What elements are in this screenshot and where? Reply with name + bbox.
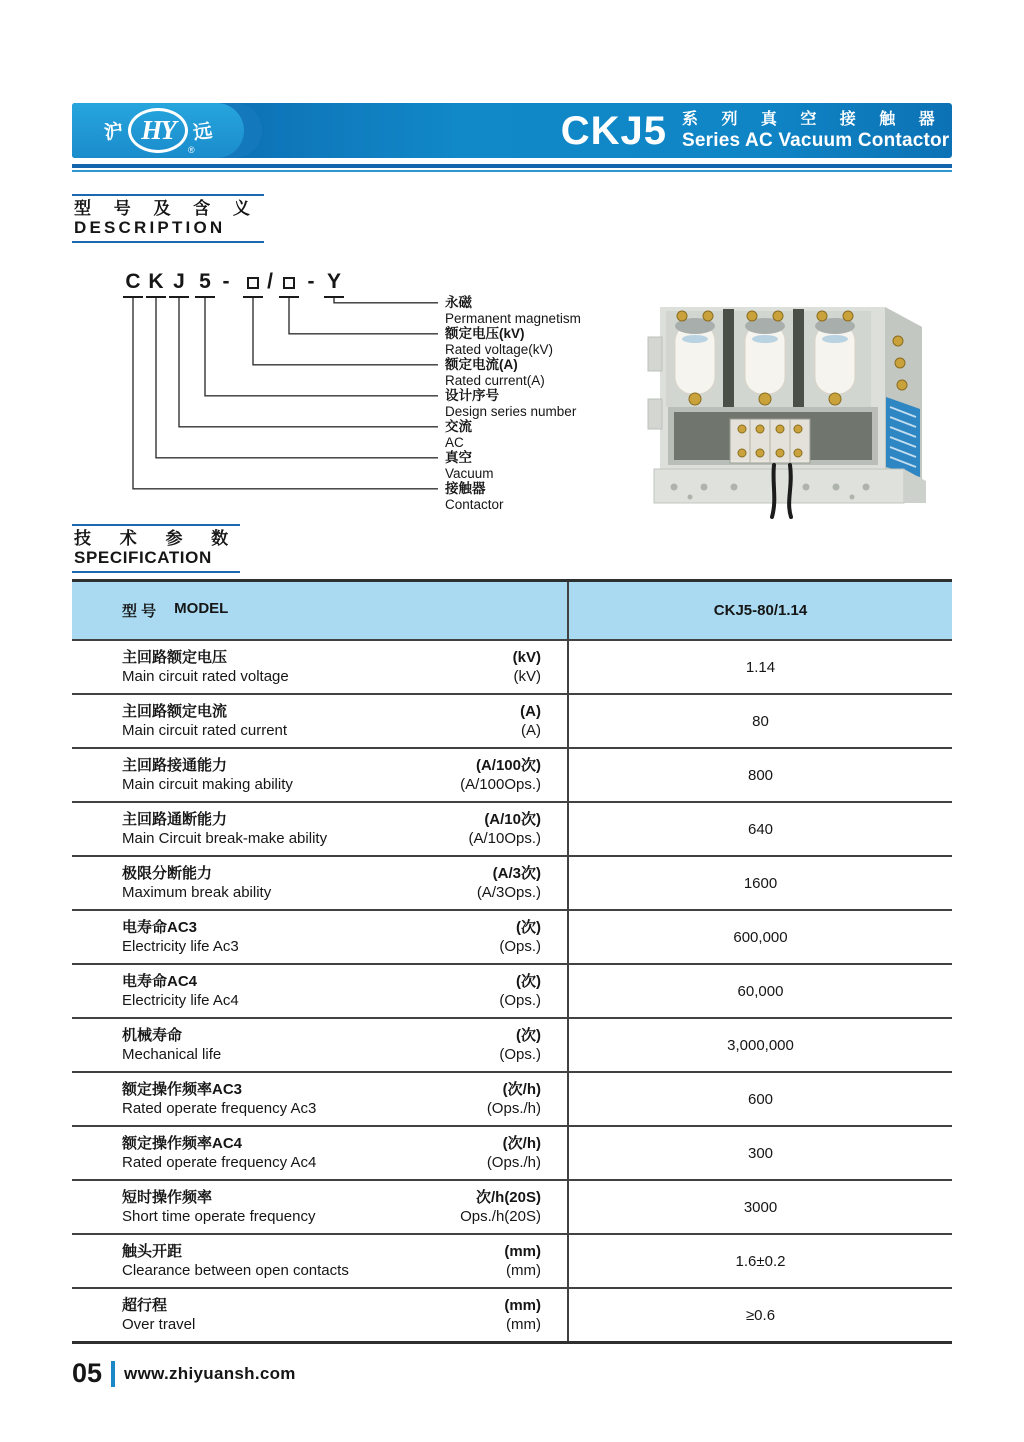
param-value: 600,000 <box>733 928 788 946</box>
meaning-label-zh: 接触器 <box>445 481 486 496</box>
unit-en: (Ops.) <box>499 1046 541 1063</box>
param-en: Rated operate frequency Ac3 <box>122 1100 317 1117</box>
table-row <box>72 909 952 963</box>
param-en: Maximum break ability <box>122 884 272 901</box>
logo-right-char: 远 <box>191 120 214 145</box>
param-zh: 主回路通断能力 <box>122 811 228 828</box>
page-number: 05 <box>72 1358 103 1388</box>
param-value: 1600 <box>743 874 778 892</box>
table-row <box>72 963 952 1017</box>
meaning-label <box>445 419 581 450</box>
brand-logo <box>72 103 244 158</box>
page-footer <box>72 1360 952 1387</box>
header-rules <box>72 164 952 172</box>
model-meaning-diagram <box>72 265 952 517</box>
unit-en: (A/100Ops.) <box>460 776 541 793</box>
param-value: 3000 <box>743 1198 778 1216</box>
table-row <box>72 801 952 855</box>
meaning-label <box>445 295 581 326</box>
unit-zh: (次) <box>516 1027 541 1044</box>
model-char-slash: / <box>267 270 273 293</box>
unit-en: (A/10Ops.) <box>468 830 541 847</box>
header-param-cell <box>72 582 569 639</box>
param-value: 300 <box>747 1144 774 1162</box>
meaning-label <box>445 388 581 419</box>
param-zh: 电寿命AC4 <box>122 973 198 990</box>
meaning-label-zh: 设计序号 <box>445 388 499 403</box>
param-value: 60,000 <box>737 982 784 1000</box>
registered-trademark-icon: ® <box>188 145 195 155</box>
param-zh: 机械寿命 <box>122 1027 183 1044</box>
specification-table <box>72 579 952 1344</box>
diagram-connector-lines <box>120 265 685 517</box>
header-rule-thick <box>72 164 952 168</box>
model-char-y: Y <box>324 269 344 298</box>
table-row <box>72 1287 952 1341</box>
description-section-heading <box>72 194 264 243</box>
param-en: Mechanical life <box>122 1046 222 1063</box>
unit-zh: (kV) <box>512 649 541 666</box>
model-char-c: C <box>123 269 143 298</box>
unit-en: Ops./h(20S) <box>460 1208 541 1225</box>
model-char-5: 5 <box>195 269 215 298</box>
footer-divider-bar <box>111 1361 115 1387</box>
model-char-k: K <box>146 269 166 298</box>
unit-en: (Ops.) <box>499 938 541 955</box>
meaning-label <box>445 326 581 357</box>
meaning-label-en: Design series number <box>445 403 577 419</box>
unit-zh: (A/3次) <box>492 865 541 882</box>
param-zh: 短时操作频率 <box>122 1189 213 1206</box>
product-model-title: CKJ5 <box>560 108 667 153</box>
param-value: 80 <box>752 712 769 730</box>
param-value: 3,000,000 <box>727 1036 794 1054</box>
param-value: 1.14 <box>745 658 776 676</box>
unit-en: (Ops./h) <box>486 1100 541 1117</box>
table-row <box>72 639 952 693</box>
param-zh: 额定操作频率AC3 <box>122 1081 243 1098</box>
unit-zh: (次/h) <box>502 1081 541 1098</box>
description-heading-zh: 型 号 及 含 义 <box>74 199 250 218</box>
table-header-row <box>72 582 952 639</box>
param-value: 1.6±0.2 <box>735 1252 786 1270</box>
specification-heading-zh: 技 术 参 数 <box>74 529 229 548</box>
unit-en: (kV) <box>513 668 541 685</box>
table-row <box>72 693 952 747</box>
model-label-zh: 型 号 <box>122 603 157 620</box>
param-value: 600 <box>747 1090 774 1108</box>
meaning-label-en: Rated current(A) <box>445 372 545 388</box>
meaning-label <box>445 450 581 481</box>
header-rule-thin <box>72 170 952 172</box>
unit-zh: 次/h(20S) <box>475 1189 541 1206</box>
series-title-zh: 系 列 真 空 接 触 器 <box>682 110 935 128</box>
param-en: Main Circuit break-make ability <box>122 830 328 847</box>
model-char-dash: - <box>222 270 230 293</box>
header-title-group <box>560 108 950 153</box>
unit-zh: (mm) <box>504 1243 541 1260</box>
param-en: Main circuit rated voltage <box>122 668 289 685</box>
series-title <box>682 110 950 151</box>
logo-left-char: 沪 <box>102 120 125 145</box>
specification-heading-en: SPECIFICATION <box>74 548 212 567</box>
unit-en: (Ops./h) <box>486 1154 541 1171</box>
series-title-en: Series AC Vacuum Contactor <box>682 129 950 151</box>
param-zh: 主回路额定电流 <box>122 703 228 720</box>
table-row <box>72 1017 952 1071</box>
unit-zh: (次/h) <box>502 1135 541 1152</box>
unit-en: (mm) <box>506 1316 541 1333</box>
param-en: Main circuit making ability <box>122 776 293 793</box>
specification-section-heading <box>72 524 240 573</box>
table-row <box>72 747 952 801</box>
param-value: 640 <box>747 820 774 838</box>
page-content <box>72 0 952 1387</box>
unit-zh: (A) <box>520 703 541 720</box>
meaning-label-en: Contactor <box>445 496 504 512</box>
param-value: ≥0.6 <box>745 1306 776 1324</box>
meaning-label-zh: 真空 <box>445 450 472 465</box>
meaning-label-en: Vacuum <box>445 465 494 481</box>
param-en: Short time operate frequency <box>122 1208 316 1225</box>
meaning-label-zh: 永磁 <box>445 295 472 310</box>
unit-en: (A) <box>521 722 541 739</box>
table-row <box>72 1233 952 1287</box>
unit-zh: (mm) <box>504 1297 541 1314</box>
param-zh: 超行程 <box>122 1297 168 1314</box>
param-zh: 额定操作频率AC4 <box>122 1135 243 1152</box>
param-zh: 主回路额定电压 <box>122 649 228 666</box>
param-en: Main circuit rated current <box>122 722 288 739</box>
description-heading-en: DESCRIPTION <box>74 218 226 237</box>
param-en: Electricity life Ac4 <box>122 992 239 1009</box>
meaning-label-zh: 交流 <box>445 419 472 434</box>
model-label-en: MODEL <box>174 600 229 617</box>
param-en: Electricity life Ac3 <box>122 938 239 955</box>
meaning-label-en: AC <box>445 434 464 450</box>
header-banner <box>72 103 952 158</box>
website-url: www.zhiyuansh.com <box>124 1363 296 1383</box>
header-model-value: CKJ5-80/1.14 <box>713 602 808 619</box>
product-photo <box>630 279 952 519</box>
param-value: 800 <box>747 766 774 784</box>
meaning-labels <box>445 295 581 512</box>
unit-en: (mm) <box>506 1262 541 1279</box>
unit-zh: (A/100次) <box>475 757 541 774</box>
param-zh: 电寿命AC3 <box>122 919 198 936</box>
meaning-label <box>445 481 581 512</box>
logo-hy-ellipse-icon: HY <box>128 108 188 153</box>
param-zh: 主回路接通能力 <box>122 757 228 774</box>
table-row <box>72 1071 952 1125</box>
meaning-label-zh: 额定电压(kV) <box>445 326 525 341</box>
unit-zh: (次) <box>516 919 541 936</box>
meaning-label-zh: 额定电流(A) <box>445 357 518 372</box>
table-row <box>72 1125 952 1179</box>
table-row <box>72 1179 952 1233</box>
contactor-illustration <box>648 307 926 517</box>
unit-zh: (A/10次) <box>484 811 541 828</box>
param-zh: 极限分断能力 <box>122 865 213 882</box>
unit-en: (Ops.) <box>499 992 541 1009</box>
meaning-label-en: Permanent magnetism <box>445 310 581 326</box>
table-row <box>72 855 952 909</box>
param-en: Clearance between open contacts <box>122 1262 349 1279</box>
param-en: Rated operate frequency Ac4 <box>122 1154 317 1171</box>
model-char-dash2: - <box>307 270 315 293</box>
model-char-j: J <box>169 269 189 298</box>
unit-zh: (次) <box>516 973 541 990</box>
meaning-label-en: Rated voltage(kV) <box>445 341 554 357</box>
param-en: Over travel <box>122 1316 196 1333</box>
meaning-label <box>445 357 581 388</box>
param-zh: 触头开距 <box>122 1243 183 1260</box>
unit-en: (A/3Ops.) <box>476 884 541 901</box>
